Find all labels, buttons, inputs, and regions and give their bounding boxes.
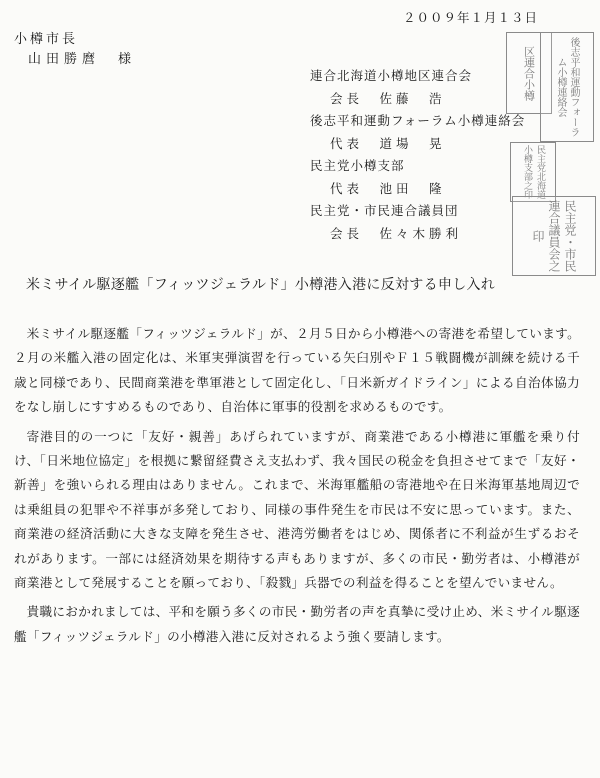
addressee-title: 小樽市長 (14, 32, 79, 47)
addressee-block (14, 30, 136, 70)
sender-representative: 会長 佐々木勝利 (330, 225, 463, 241)
seal-stamp: 民主党・市民連合議員会之印 (512, 196, 596, 276)
sender-representative: 代表 道場 晃 (330, 135, 446, 151)
body-paragraph: 米ミサイル駆逐艦「フィッツジェラルド」が、２月５日から小樽港への寄港を希望しています。２月の米艦入港の固定化は、米軍実弾演習を行っている矢臼別やＦ１５戦闘機が訓練を続ける千歳と同様であり、民間商業港を準軍港として固定化し、「日米新ガイドライン」による自治体協力をなし崩しにすすめるものであり、自治体に軍事的役割を求めるものです。 (14, 326, 580, 415)
seal-stamp: 民主党北海道小樽支部之印 (510, 142, 556, 202)
sender-representative: 代表 池田 隆 (330, 180, 446, 196)
seal-stamp: 区連合小樽 (506, 32, 552, 114)
sender-org: 民主党・市民連合議員団 (310, 203, 459, 218)
seal-stamp: 後志平和運動フォーラム小樽連絡会 (540, 32, 594, 142)
sender-org: 後志平和運動フォーラム小樽連絡会 (310, 113, 526, 128)
letter-title: 米ミサイル駆逐艦「フィッツジェラルド」小樽港入港に反対する申し入れ (26, 277, 496, 293)
sender-representative: 会長 佐藤 浩 (330, 90, 446, 106)
letter-date: ２００９年１月１３日 (402, 10, 538, 25)
body-paragraph: 寄港目的の一つに「友好・親善」あげられていますが、商業港である小樽港に軍艦を乗り付け、「日米地位協定」を根拠に繋留経費さえ支払わず、我々国民の税金を負担させてまで「友好・新善」を強いられる理由はありません。これまで、米海軍艦船の寄港地や在日米海軍基地周辺では乗組員の犯罪や不祥事が多発しており、同様の事件発生を市民は不安に思っています。また、商業港の経済活動に大きな支障を発生させ、港湾労働者をはじめ、関係者に不利益が生ずるおそれがあります。一部には経済効果を期待する声もありますが、多くの市民・勤労者は、小樽港が商業港として発展することを願っており、「殺戮」兵器での利益を得ることを望んでいません。 (14, 428, 580, 591)
body-paragraph: 貴職におかれましては、平和を願う多くの市民・勤労者の声を真摯に受け止め、米ミサイル駆逐艦「フィッツジェラルド」の小樽港入港に反対されるよう強く要請します。 (14, 604, 580, 644)
letter-body (14, 322, 580, 654)
sender-org: 民主党小樽支部 (310, 158, 405, 173)
addressee-name: 山田勝麿 様 (28, 52, 137, 67)
sender-org: 連合北海道小樽地区連合会 (310, 68, 473, 83)
